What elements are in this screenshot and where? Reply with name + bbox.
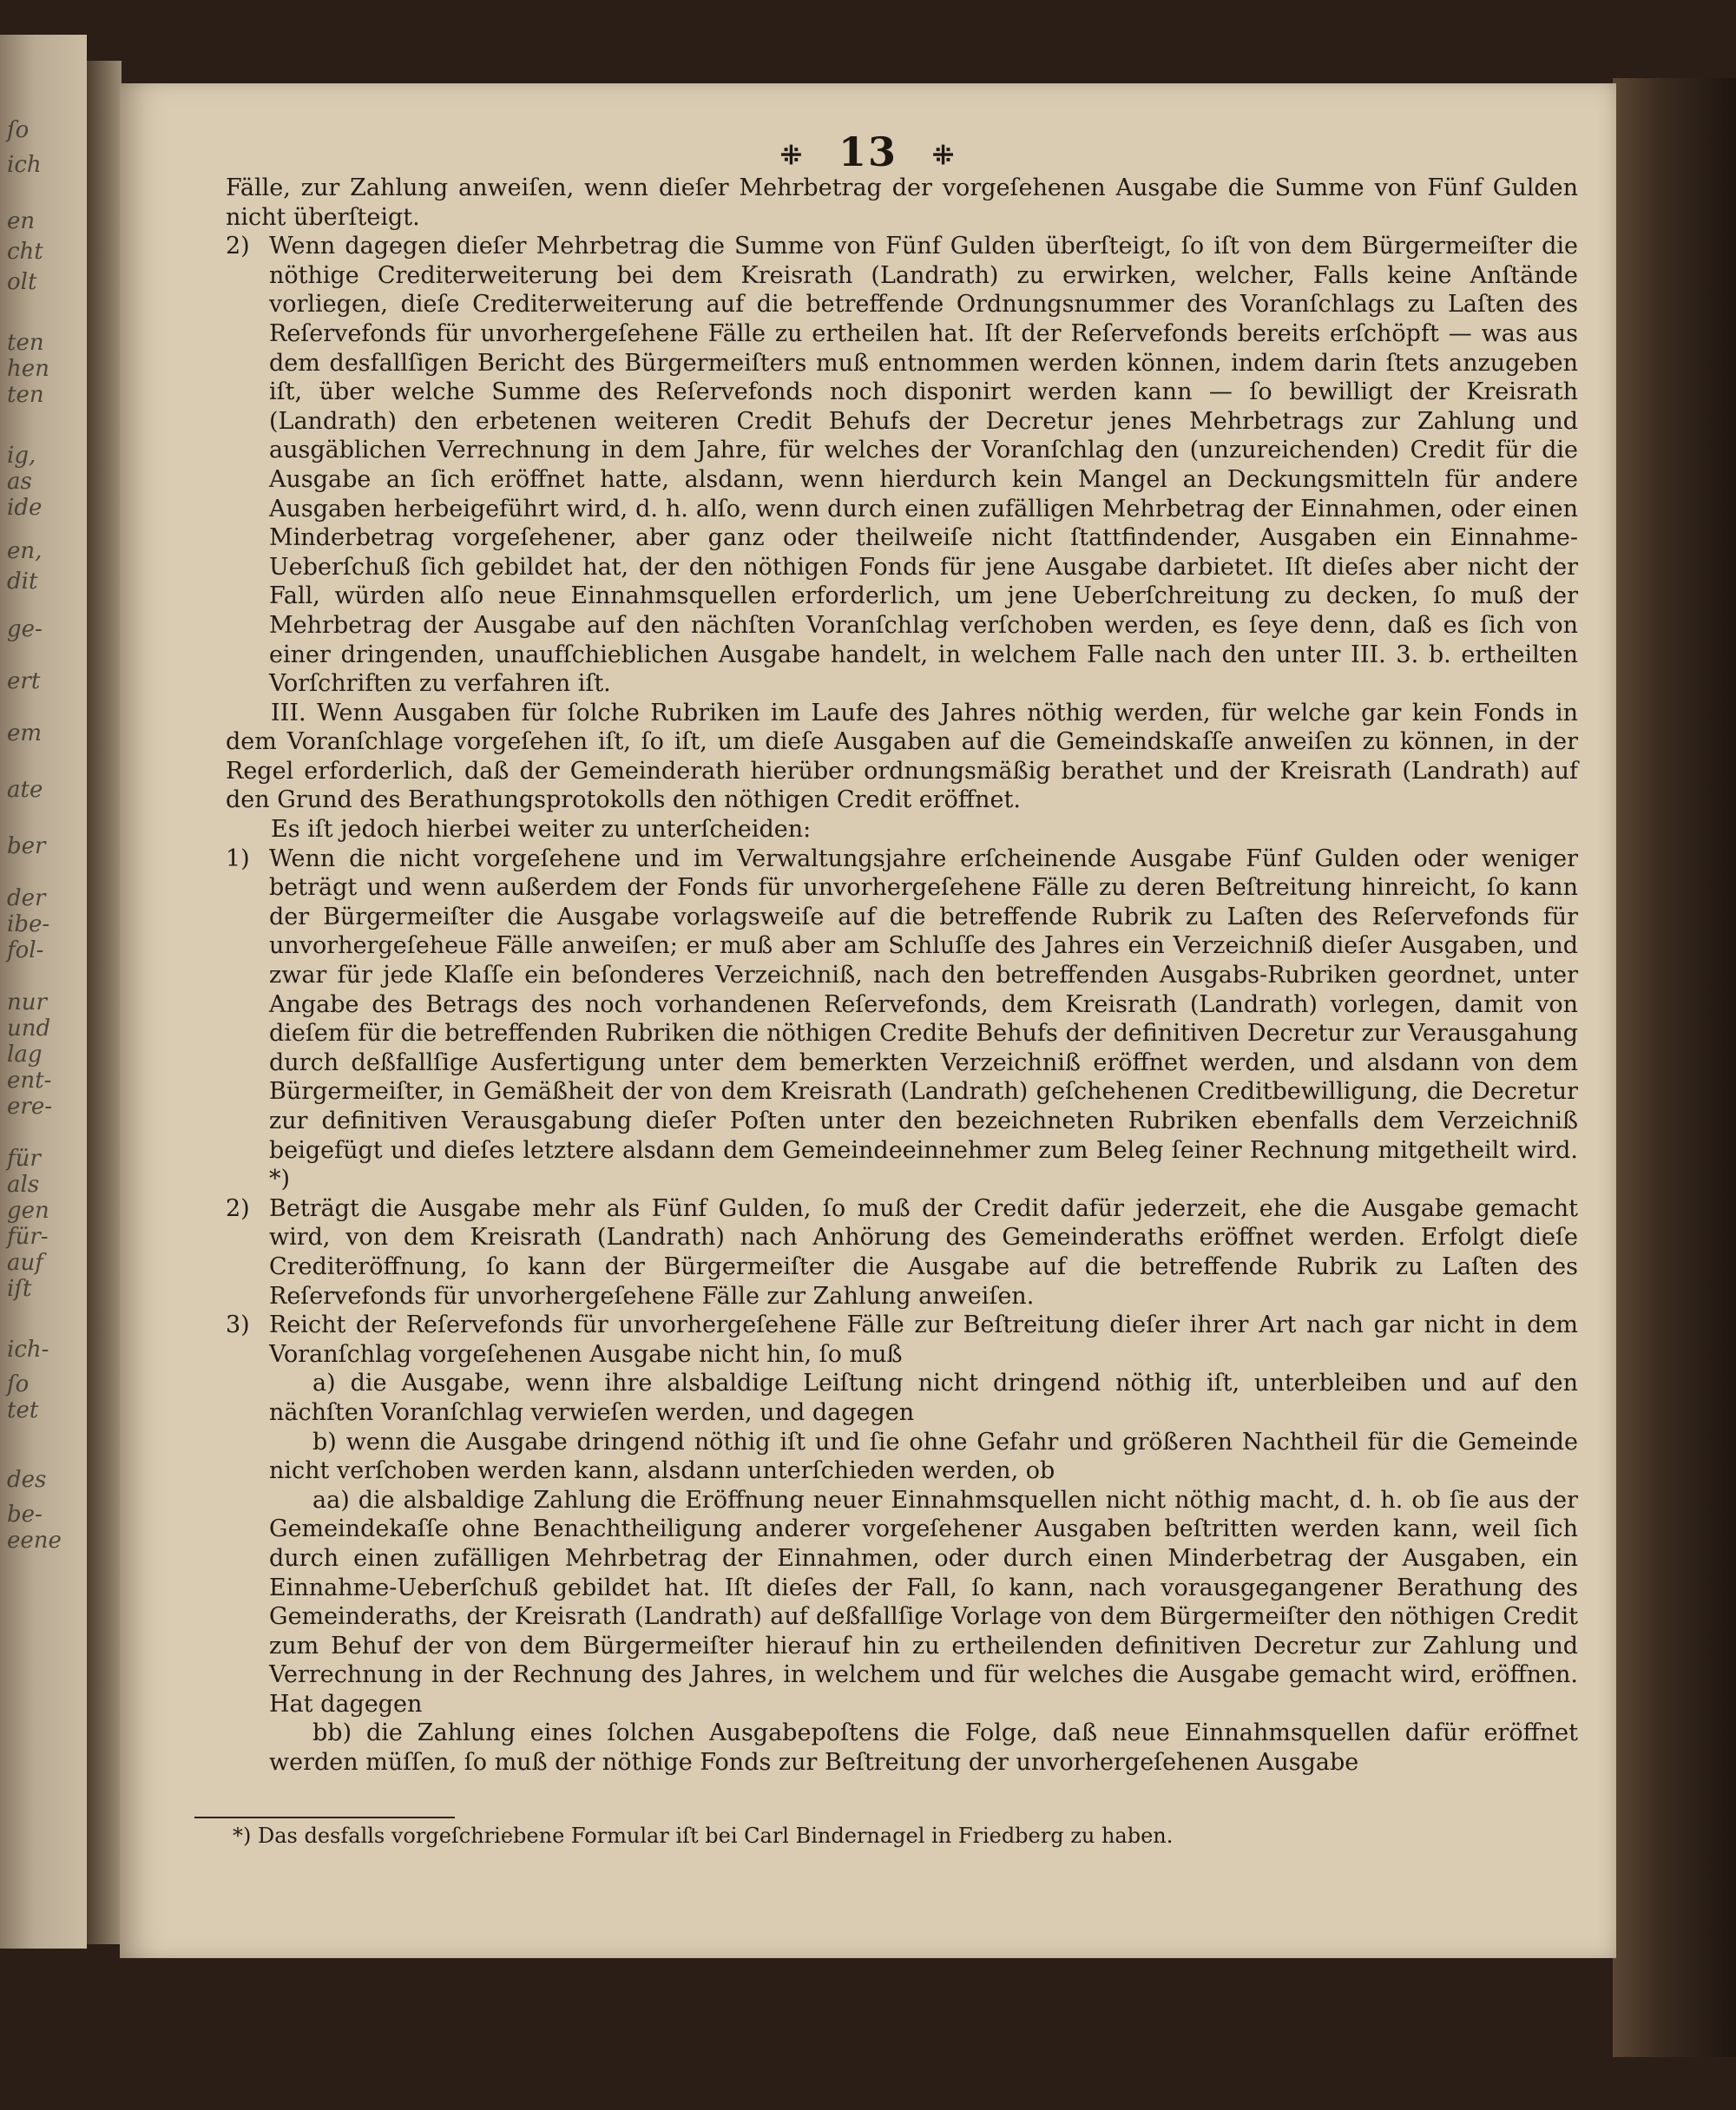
book-gutter xyxy=(87,61,122,1944)
left-page-fragment: be- xyxy=(7,1502,43,1528)
left-page-fragment: cht xyxy=(7,239,43,265)
item-number: 1) xyxy=(226,845,250,872)
paragraph: Fälle, zur Zahlung anweiſen, wenn dieſer Mehrbetrag der vorgeſehenen Ausgabe die Summe von Fünf Gulden nicht überſteigt. xyxy=(226,174,1578,231)
left-page-fragment: ten xyxy=(7,382,44,408)
page-number: 13 xyxy=(838,128,898,175)
footnote: *) Das desfalls vorgeſchriebene Formular iſt bei Carl Bindernagel in Friedberg zu haben. xyxy=(233,1824,1174,1848)
paragraph: Wenn die nicht vorgeſehene und im Verwaltungsjahre erſcheinende Ausgabe Fünf Gulden oder weniger beträgt und wenn außerdem der Fonds für unvorhergeſehene Fälle zu deren Beſtreitung hinreicht, ſo kann der Bürgermeiſter die Ausgabe vorlagsweiſe auf die betreffende Rubrik zu Laſten des Reſervefonds für unvorhergeſeheue Fälle anweiſen; er muß aber am Schluſſe des Jahres ein Verzeichniß dieſer Ausgaben, und zwar für jede Klaſſe ein beſonderes Verzeichniß, nach den betreffenden Ausgabs-Rubriken geordnet, unter Angabe des Betrags des noch vorhandenen Reſervefonds, dem Kreisrath (Landrath) vorlegen, damit von dieſem für die betreffenden Rubriken die nöthigen Credite Behufs der definitiven Decretur zur Verausgahung durch deßfallſige Ausfertigung unter dem bemerkten Verzeichniß eröffnet werden, und alsdann von dem Bürgermeiſter, in Gemäßheit der von dem Kreisrath (Landrath) geſchehenen Creditbewilligung, die Decretur zur definitiven Verausgabung dieſer Poſten unter den bezeichneten Rubriken ebenfalls dem Verzeichniß beigefügt und dieſes letztere alsdann dem Gemeindeeinnehmer zum Beleg ſeiner Rechnung mitgetheilt wird. *) xyxy=(269,845,1578,1193)
paragraph: Wenn dagegen dieſer Mehrbetrag die Summe von Fünf Gulden überſteigt, ſo iſt von dem Bürgermeiſter die nöthige Crediterweiterung bei dem Kreisrath (Landrath) zu erwirken, welcher, Falls keine Anſtände vorliegen, dieſe Crediterweiterung auf die betreffende Ordnungsnummer des Voranſchlags zu Laſten des Reſervefonds für unvorhergeſehene Fälle zu ertheilen hat. Iſt der Reſervefonds bereits erſchöpft — was aus dem desfallſigen Bericht des Bürgermeiſters muß entnommen werden können, indem darin ſtets anzugeben iſt, über welche Summe des Reſervefonds noch disponirt werden kann — ſo bewilligt der Kreisrath (Landrath) den erbetenen weiteren Credit Behufs der Decretur jenes Mehrbetrags zur Zahlung und ausgäblichen Verrechnung in dem Jahre, für welches der Voranſchlag den (unzureichenden) Credit für die Ausgabe an ſich eröffnet hatte, alsdann, wenn hierdurch kein Mangel an Deckungsmitteln für andere Ausgaben herbeigeführt wird, d. h. alſo, wenn durch einen zufälligen Mehrbetrag der Einnahmen, oder einen Minderbetrag vorgeſehener, aber ganz oder theilweiſe nicht ſtattfindender, Ausgaben ein Einnahme-Ueberſchuß ſich gebildet hat, der den nöthigen Fonds für jene Ausgabe darbietet. Iſt dieſes aber nicht der Fall, würden alſo neue Einnahmsquellen erforderlich, um jene Ueberſchreitung zu decken, ſo muß der Mehrbetrag der Ausgabe auf den nächſten Voranſchlag verſchoben werden, es ſeye denn, daß es ſich von einer dringenden, unaufſchieblichen Ausgabe handelt, in welchem Falle nach den unter III. 3. b. ertheilten Vorſchriften zu verfahren iſt. xyxy=(269,233,1578,698)
left-page-fragment: ent- xyxy=(7,1068,52,1094)
left-page-fragment: eene xyxy=(7,1528,62,1554)
left-page-fragment: für xyxy=(7,1146,41,1172)
left-page-fragment: as xyxy=(7,469,32,495)
list-item xyxy=(226,1311,1578,1369)
left-page-fragment: nur xyxy=(7,989,47,1016)
left-page-fragment: ten xyxy=(7,330,44,356)
book-page xyxy=(120,83,1616,1958)
item-number: 3) xyxy=(226,1311,250,1339)
item-number: 2) xyxy=(226,233,250,260)
left-page-fragment: iſt xyxy=(7,1276,32,1302)
left-page-fragment: en xyxy=(7,208,36,234)
left-page-fragment: ig, xyxy=(7,443,36,469)
paragraph: Reicht der Reſervefonds für unvorhergeſehene Fälle zur Beſtreitung dieſer ihrer Art nach gar nicht in dem Voranſchlag vorgeſehenen Ausgabe nicht hin, ſo muß xyxy=(269,1311,1578,1368)
left-page-fragment: für- xyxy=(7,1224,49,1250)
ornament-left-icon: ⁜ xyxy=(779,140,804,171)
left-page-fragment: em xyxy=(7,720,43,746)
paragraph: Beträgt die Ausgabe mehr als Fünf Gulden, ſo muß der Credit dafür jederzeit, ehe die Ausgabe gemacht wird, von dem Kreisrath (Landrath) nach Anhörung des Gemeinderaths eröffnet werden. Erfolgt dieſe Crediteröffnung, ſo kann der Bürgermeiſter die Ausgabe auf die betreffende Rubrik zu Laſten des Reſervefonds für unvorhergeſehene Fälle zur Zahlung anweiſen. xyxy=(269,1194,1578,1310)
paragraph: aa) die alsbaldige Zahlung die Eröffnung neuer Einnahmsquellen nicht nöthig macht, d. h. ob ſie aus der Gemeindekaſſe ohne Benachtheiligung anderer vorgeſehener Ausgaben beſtritten werden kann, weil ſich durch einen zufälligen Mehrbetrag der Einnahmen, oder durch einen Minderbetrag der Ausgaben, ein Einnahme-Ueberſchuß gebildet hat. Iſt dieſes der Fall, ſo kann, nach vorausgegangener Berathung des Gemeinderaths, der Kreisrath (Landrath) auf deßfallſige Vorlage von dem Bürgermeiſter den nöthigen Credit zum Behuf der von dem Bürgermeiſter hierauf hin zu ertheilenden definitiven Decretur zur Zahlung und Verrechnung in der Rechnung des Jahres, in welchem und für welches die Ausgabe gemacht wird, eröffnen. Hat dagegen xyxy=(269,1486,1578,1718)
left-page-fragment: dit xyxy=(7,569,38,595)
left-page-fragment: en, xyxy=(7,538,43,564)
left-page-fragment: olt xyxy=(7,269,37,295)
left-page-fragment: der xyxy=(7,885,46,911)
left-page-fragment: als xyxy=(7,1172,40,1198)
left-page-fragment: des xyxy=(7,1467,47,1493)
left-page-fragment: gen xyxy=(7,1198,49,1224)
book-cover-edge xyxy=(1613,78,1736,2057)
ornament-right-icon: ⁜ xyxy=(932,140,957,171)
paragraph: a) die Ausgabe, wenn ihre alsbaldige Leiſtung nicht dringend nöthig iſt, unterbleiben und auf den nächſten Voranſchlag verwieſen werden, und dagegen xyxy=(269,1370,1578,1426)
left-page-fragment: ibe- xyxy=(7,911,50,937)
left-page-fragment: ide xyxy=(7,495,43,521)
left-page-edge xyxy=(0,35,87,1949)
left-page-fragment: ate xyxy=(7,777,43,803)
left-page-fragment: ge- xyxy=(7,616,43,642)
left-page-fragment: tet xyxy=(7,1397,39,1423)
paragraph: III. Wenn Ausgaben für ſolche Rubriken im Laufe des Jahres nöthig werden, für welche gar kein Fonds in dem Voranſchlage vorgeſehen iſt, ſo iſt, um dieſe Ausgaben auf die Gemeindskaſſe anweiſen zu können, in der Regel erforderlich, daß der Gemeinderath hierüber ordnungsmäßig berathet und der Kreisrath (Landrath) auf den Grund des Berathungsprotokolls den nöthigen Credit eröffnet. xyxy=(226,699,1578,814)
left-page-fragment: ere- xyxy=(7,1094,52,1120)
paragraph: bb) die Zahlung eines ſolchen Ausgabepoſtens die Folge, daß neue Einnahmsquellen dafür eröffnet werden müſſen, ſo muß der nöthige Fonds zur Beſtreitung der unvorhergeſehenen Ausgabe xyxy=(269,1719,1578,1777)
page-header xyxy=(120,128,1616,175)
page-body xyxy=(226,174,1578,1778)
left-page-fragment: und xyxy=(7,1016,51,1042)
left-page-fragment: lag xyxy=(7,1042,43,1068)
paragraph: Es iſt jedoch hierbei weiter zu unterſcheiden: xyxy=(271,816,812,844)
left-page-fragment: ich xyxy=(7,152,42,178)
left-page-fragment: hen xyxy=(7,356,49,382)
left-page-fragment: ich- xyxy=(7,1337,49,1363)
left-page-fragment: fol- xyxy=(7,937,44,963)
left-page-fragment: ſo xyxy=(7,117,30,143)
item-number: 2) xyxy=(226,1194,250,1222)
list-item xyxy=(226,1194,1578,1311)
footnote-rule xyxy=(194,1817,455,1818)
list-item xyxy=(226,845,1578,1194)
left-page-fragment: auf xyxy=(7,1250,43,1276)
left-page-fragment: ert xyxy=(7,668,41,694)
paragraph: b) wenn die Ausgabe dringend nöthig iſt und ſie ohne Gefahr und größeren Nachtheil für die Gemeinde nicht verſchoben werden kann, alsdann unterſchieden werden, ob xyxy=(269,1428,1578,1485)
left-page-fragment: ber xyxy=(7,833,46,859)
list-item xyxy=(226,232,1578,699)
left-page-fragment: ſo xyxy=(7,1371,30,1397)
